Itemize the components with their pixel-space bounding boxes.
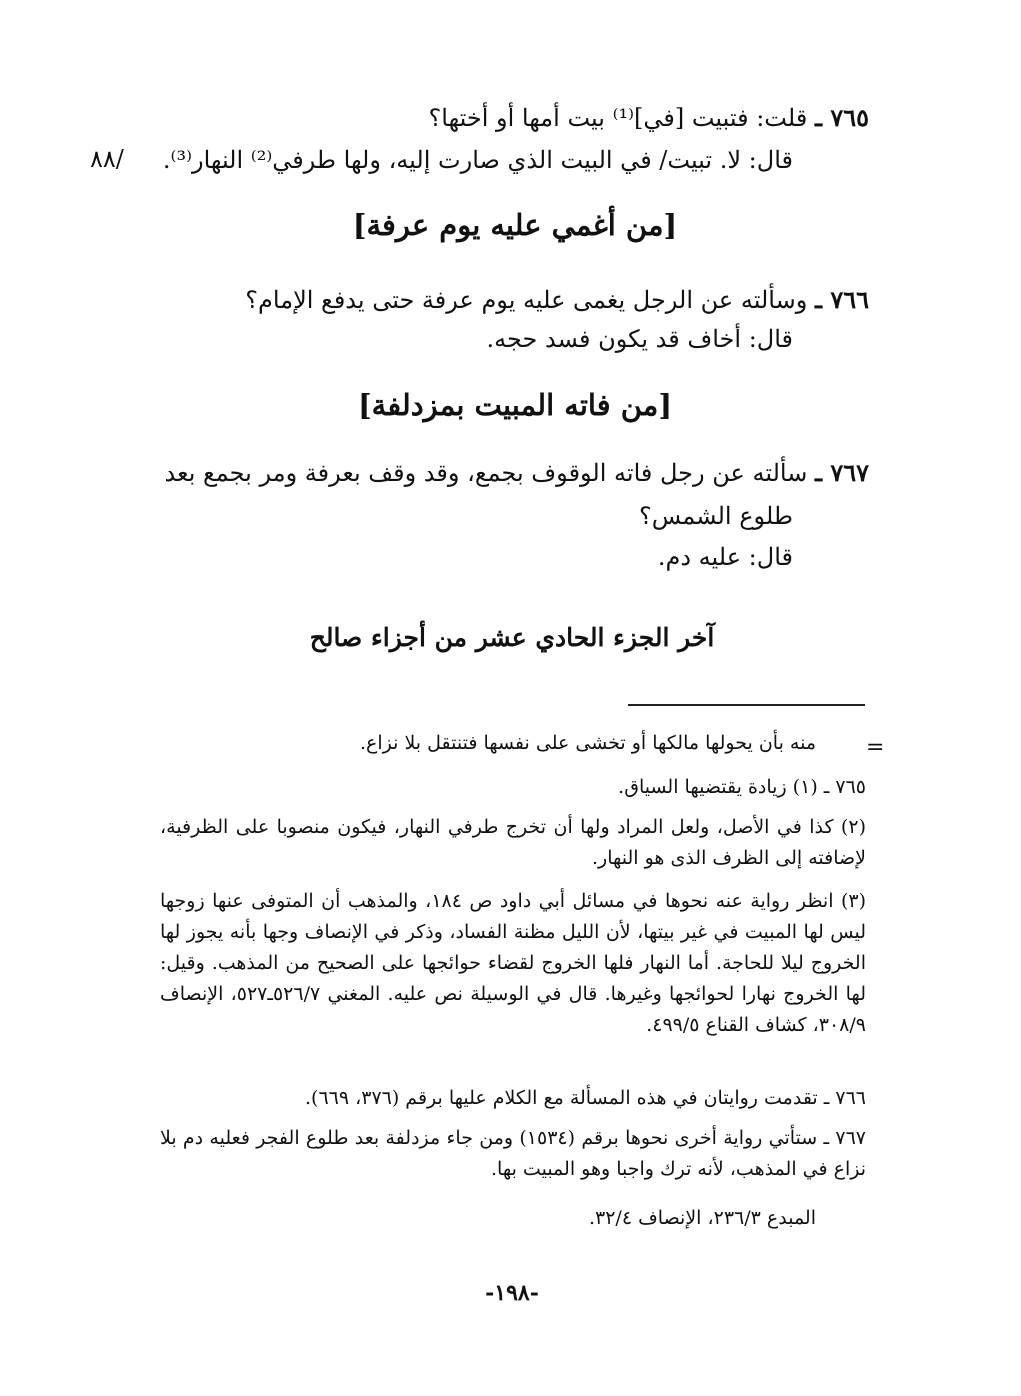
footnote-767-references: المبدع ٢٣٦/٣، الإنصاف ٣٢/٤. xyxy=(588,1207,816,1229)
page-number: -١٩٨- xyxy=(485,1280,539,1306)
footnote-765-1: ٧٦٥ ـ (١) زيادة يقتضيها السياق. xyxy=(618,776,866,798)
footnote-765-3: (٣) انظر رواية عنه نحوها في مسائل أبي داود ص ١٨٤، والمذهب أن المتوفى عنها زوجها ليس لها المبيت في غير بيتها، لأن الليل مظنة الفساد، وذكر في الإنصاف وجها بأنه يجوز لها الخروج ليلا للحاجة. أما النهار فلها الخروج لقضاء حوائجها على الصحيح من المذهب. وقيل: لها الخروج نهارا لحوائجها وغيرها. قال في الوسيلة نص عليه. المغني ٥٢٦/٧ـ٥٢٧، الإنصاف ٣٠٨/٩، كشاف القناع ٤٩٩/٥. xyxy=(160,890,866,1036)
footnote-767: ٧٦٧ ـ ستأتي رواية أخرى نحوها برقم (١٥٣٤) ومن جاء مزدلفة بعد طلوع الفجر فعليه دم بلا نزاع في المذهب، لأنه ترك واجبا وهو المبيت بها. xyxy=(160,1127,866,1180)
manuscript-folio-marker: ٨٨/ xyxy=(90,145,124,173)
entry-number: ٧٦٦ ـ xyxy=(814,285,869,314)
entry-767-question-continuation: طلوع الشمس؟ xyxy=(639,502,793,530)
entry-767-question-line xyxy=(165,456,869,490)
continuation-mark: = xyxy=(866,735,885,760)
entry-question: قلت: فتبيت [في]⁽¹⁾ بيت أمها أو أختها؟ xyxy=(428,104,808,132)
entry-765-answer: قال: لا. تبيت/ في البيت الذي صارت إليه، ولها طرفي⁽²⁾ النهار⁽³⁾. xyxy=(162,146,793,174)
footnote-765-2: (٢) كذا في الأصل، ولعل المراد ولها أن تخرج طرفي النهار، فيكون منصوبا على الظرفية، لإضافته إلى الظرف الذى هو النهار. xyxy=(160,816,866,869)
entry-767-answer: قال: عليه دم. xyxy=(657,543,793,571)
footnote-766: ٧٦٦ ـ تقدمت روايتان في هذه المسألة مع الكلام عليها برقم (٣٧٦، ٦٦٩). xyxy=(304,1087,866,1109)
footnote-continuation: منه بأن يحولها مالكها أو تخشى على نفسها فتنتقل بلا نزاع. xyxy=(359,732,816,754)
entry-766-question-line xyxy=(245,283,869,317)
entry-number: ٧٦٥ ـ xyxy=(814,103,869,132)
section-heading: [من أغمي عليه يوم عرفة] xyxy=(352,208,678,242)
entry-question: سألته عن رجل فاته الوقوف بجمع، وقد وقف بعرفة ومر بجمع بعد xyxy=(164,459,808,487)
entry-question: وسألته عن الرجل يغمى عليه يوم عرفة حتى يدفع الإمام؟ xyxy=(245,286,808,314)
footnote-separator xyxy=(628,704,865,706)
entry-number: ٧٦٧ ـ xyxy=(814,458,869,487)
entry-765-question-line xyxy=(429,101,869,135)
section-heading: [من فاته المبيت بمزدلفة] xyxy=(357,388,673,422)
part-closing-line: آخر الجزء الحادي عشر من أجزاء صالح xyxy=(309,623,715,652)
entry-766-answer: قال: أخاف قد يكون فسد حجه. xyxy=(486,325,793,353)
